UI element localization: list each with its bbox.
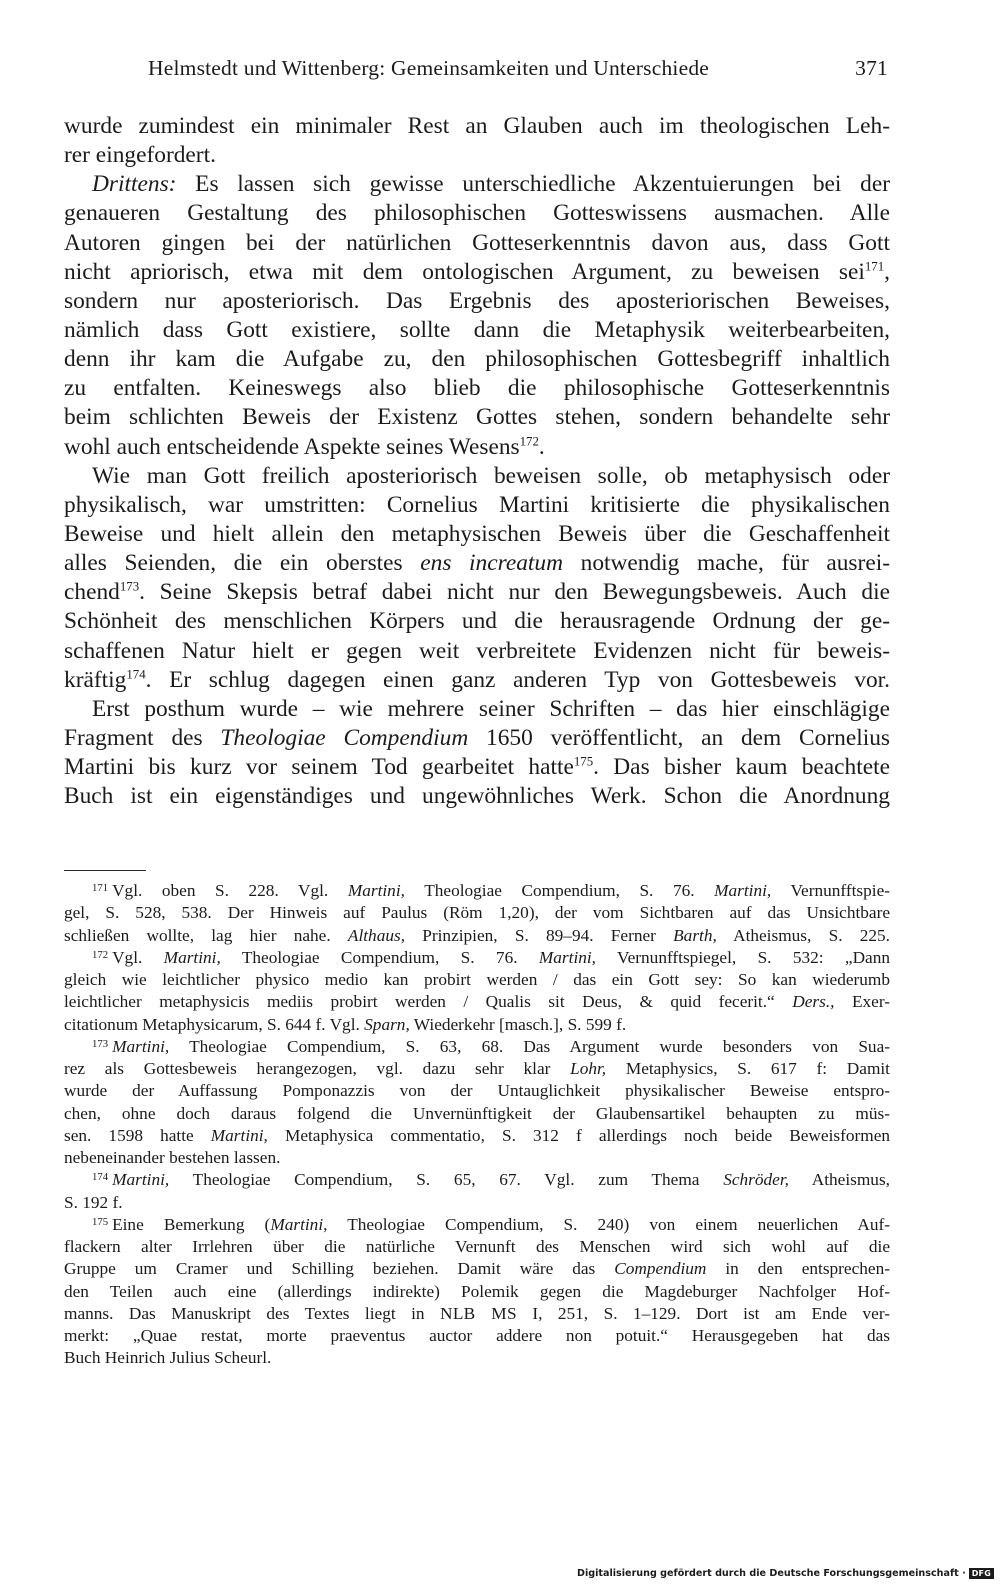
footnote-line: $^{171}$ Vgl. oben S. 228. Vgl. Martini, Theologiae Compendium, S. 76. Martini, Vernunfftspie- [92,881,890,900]
text-line: nicht apriorisch, etwa mit dem ontologischen Argument, zu beweisen sei$^{171}$, [64,258,890,285]
text-line: sondern nur aposteriorisch. Das Ergebnis des aposteriorischen Beweises, [64,287,890,314]
footnote-number: 173 [92,1037,109,1050]
text-line: Fragment des Theologiae Compendium 1650 veröffentlicht, an dem Cornelius [64,724,890,751]
footnote-line: Buch Heinrich Julius Scheurl. [64,1348,272,1368]
footnote-line: manns. Das Manuskript des Textes liegt in NLB MS I, 251, S. 1–129. Dort ist am Ende ver- [64,1303,890,1323]
text-line: chend$^{173}$. Seine Skepsis betraf dabei nicht nur den Bewegungsbeweis. Auch die [64,579,890,606]
footnote-number: 174 [92,1171,109,1184]
text-line: denn ihr kam die Aufgabe zu, den philosophischen Gottesbegriff inhaltlich [64,346,890,373]
text-line: physikalisch, war umstritten: Cornelius Martini kritisierte die physikalischen [64,491,890,518]
footnote-separator [64,870,146,871]
footnote-number: 175 [92,1215,109,1228]
text-line: Wie man Gott freilich aposteriorisch beweisen solle, ob metaphysisch oder [92,462,890,489]
footnote-line: sen. 1598 hatte Martini, Metaphysica commentatio, S. 312 f allerdings noch beide Beweisformen [64,1125,890,1145]
footnote-ref: 172 [519,434,539,449]
footnotes [64,880,890,1370]
text-line: schaffenen Natur hielt er gegen weit verbreitete Evidenzen nicht für beweis- [64,637,890,664]
footnote-line: S. 192 f. [64,1192,123,1212]
footnote-ref: 175 [573,754,594,769]
text-line: beim schlichten Beweis der Existenz Gottes stehen, sondern behandelte sehr [64,404,890,431]
footnote-line: chen, ohne doch daraus folgend die Unvernünftigkeit der Glaubensartikel behaupten zu müs- [64,1103,890,1123]
text-line: zu entfalten. Keineswegs also blieb die philosophische Gotteserkenntnis [64,375,890,402]
text-line: alles Seienden, die ein oberstes ens increatum notwendig mache, für ausrei- [64,550,890,577]
footnote-line: $^{173}$ Martini, Theologiae Compendium, S. 63, 68. Das Argument wurde besonders von Sua- [92,1036,890,1056]
footnote-line: leichtlicher metaphysicis mediis probirt werden / Qualis sit Deus, & quid fecerit.“ Ders., Exer- [64,992,890,1012]
footnote-line: nebeneinander bestehen lassen. [64,1148,281,1167]
footnote-ref: 174 [126,667,146,682]
text-line: Martini bis kurz vor seinem Tod gearbeitet hatte$^{175}$. Das bisher kaum beachtete [64,754,890,781]
text-line: wohl auch entscheidende Aspekte seines Wesens$^{172}$. [64,433,545,460]
footnote-number: 171 [92,882,109,895]
footnote-line: wurde der Auffassung Pomponazzis von der Untauglichkeit physikalischer Beweise entspro- [64,1081,890,1101]
text-line: Erst posthum wurde – wie mehrere seiner Schriften – das hier einschlägige [92,695,890,722]
text-line: Buch ist ein eigenständiges und ungewöhnliches Werk. Schon die Anordnung [64,783,890,810]
footnote-line: merkt: „Quae restat, morte praeventus auctor addere non potuit.“ Herausgegeben hat das [64,1326,890,1345]
footnote-line: $^{174}$ Martini, Theologiae Compendium, S. 65, 67. Vgl. zum Thema Schröder, Atheismus, [92,1170,890,1190]
footnote-line: citationum Metaphysicarum, S. 644 f. Vgl. Sparn, Wiederkehr [masch.], S. 599 f. [64,1014,627,1034]
footnote-number: 172 [92,948,109,961]
text-line: kräftig$^{174}$. Er schlug dagegen einen ganz anderen Typ von Gottesbeweis vor. [64,666,890,693]
text-line: genaueren Gestaltung des philosophischen Gotteswissens ausmachen. Alle [64,200,890,227]
footnote-line: gel, S. 528, 538. Der Hinweis auf Paulus (Röm 1,20), der vom Sichtbaren auf das Unsichtbare [64,903,890,923]
text-line: Drittens: Es lassen sich gewisse unterschiedliche Akzentuierungen bei der [92,171,890,198]
footnote-line: gleich wie leichtlicher physico medio kan probirt werden / das ein Gott sey: So kan wiederumb [64,970,890,989]
dfg-logo: DFG [969,1568,994,1579]
footnote-line: rez als Gottesbeweis herangezogen, vgl. dazu sehr klar Lohr, Metaphysics, S. 617 f: Damit [64,1059,890,1078]
footnote-line: Gruppe um Cramer und Schilling beziehen. Damit wäre das Compendium in den entsprechen- [64,1259,890,1279]
footnote-line: schließen wollte, lag hier nahe. Althaus, Prinzipien, S. 89–94. Ferner Barth, Atheismus, S. 225. [64,925,890,945]
main-text [64,112,890,811]
text-line: rer eingefordert. [64,142,216,169]
footnote-line: $^{175}$ Eine Bemerkung (Martini, Theologiae Compendium, S. 240) von einem neuerlichen Auf- [92,1214,890,1234]
text-line: nämlich dass Gott existiere, sollte dann die Metaphysik weiterbearbeiten, [64,316,890,343]
credit-text: Digitalisierung gefördert durch die Deutsche Forschungsgemeinschaft · [577,1567,966,1579]
page-number: 371 [855,56,888,80]
footnote-ref: 173 [119,579,140,594]
footnote-line: flackern alter Irrlehren über die natürliche Vernunft des Menschen wird sich wohl auf die [64,1237,890,1256]
footnote-ref: 171 [864,259,885,274]
digitization-credit [577,1564,994,1582]
text-line: wurde zumindest ein minimaler Rest an Glauben auch im theologischen Leh- [64,113,890,139]
text-line: Schönheit des menschlichen Körpers und die herausragende Ordnung der ge- [64,608,890,635]
text-line: Beweise und hielt allein den metaphysischen Beweis über die Geschaffenheit [64,520,890,547]
running-title: Helmstedt und Wittenberg: Gemeinsamkeiten und Unterschiede [148,56,710,80]
running-header [148,56,888,86]
footnote-line: $^{172}$ Vgl. Martini, Theologiae Compendium, S. 76. Martini, Vernunfftspiegel, S. 532: „Dann [92,947,890,967]
footnote-line: den Teilen auch eine (allerdings indirekte) Polemik gegen die Magdeburger Nachfolger Hof- [64,1281,890,1301]
text-line: Autoren gingen bei der natürlichen Gotteserkenntnis davon aus, dass Gott [64,229,890,256]
